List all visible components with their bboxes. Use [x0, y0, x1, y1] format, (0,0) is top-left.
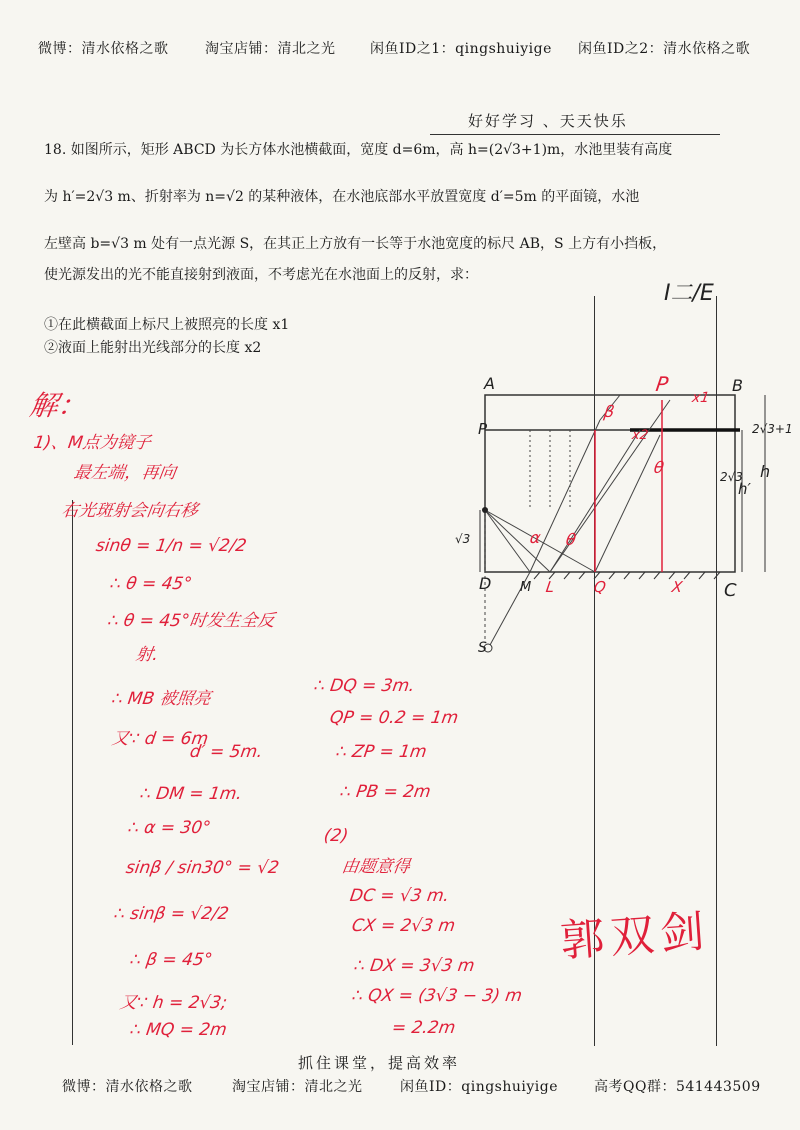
sol-left-14: ∴ sinβ = √2/2 — [112, 904, 231, 924]
sol-right-2: ∴ ZP = 1m — [334, 742, 428, 762]
sol-left-4: sinθ = 1/n = √2/2 — [94, 536, 248, 556]
sol-right-5: 由题意得 — [340, 857, 412, 877]
sol-left-12: ∴ α = 30° — [126, 818, 213, 838]
footer-slogan: 抓住课堂，提高效率 — [298, 1054, 461, 1072]
label-x1: x1 — [690, 390, 711, 406]
label-Q: Q — [592, 578, 608, 596]
footer-xianyu: 闲鱼ID：qingshuiyige — [400, 1079, 559, 1095]
sol-right-8: ∴ DX = 3√3 m — [352, 956, 476, 976]
sol-right-7: CX = 2√3 m — [350, 916, 457, 936]
label-dim-h: 2√3+1 — [752, 422, 793, 436]
sol-left-3: 右光斑射会向右移 — [60, 501, 200, 521]
label-L: L — [544, 578, 556, 596]
label-hp: h′ — [738, 480, 751, 498]
sol-right-3: ∴ PB = 2m — [338, 782, 432, 802]
sol-left-5: ∴ θ = 45° — [108, 574, 194, 594]
footer-qq: 高考QQ群：541443509 — [594, 1079, 761, 1095]
label-B: B — [732, 376, 743, 395]
problem-line-2: 为 h′=2√3 m、折射率为 n=√2 的某种液体，在水池底部水平放置宽度 d′=5m 的平面镜，水池 — [44, 189, 640, 205]
header-taobao: 淘宝店铺：清北之光 — [205, 41, 336, 57]
sol-left-7: 射. — [134, 645, 160, 665]
label-A: A — [484, 374, 495, 393]
frame-left-line — [72, 500, 73, 1045]
question-2: ②液面上能射出光线部分的长度 x2 — [44, 340, 262, 356]
label-X: X — [670, 578, 684, 596]
label-dim-hp: 2√3 — [720, 470, 743, 484]
sol-left-0: 解： — [27, 389, 89, 422]
sol-left-2: 最左端，再向 — [72, 463, 178, 483]
side-note: I二/E — [664, 281, 714, 306]
footer-taobao: 淘宝店铺：清北之光 — [232, 1079, 363, 1095]
label-theta: θ — [564, 530, 578, 549]
sol-left-17: ∴ MQ = 2m — [128, 1020, 229, 1040]
header-xianyu-1: 闲鱼ID之1：qingshuiyige — [370, 41, 552, 57]
question-1: ①在此横截面上标尺上被照亮的长度 x1 — [44, 317, 290, 333]
label-M: M — [520, 580, 532, 595]
sol-right-0: ∴ DQ = 3m. — [312, 676, 416, 696]
sol-left-13: sinβ / sin30° = √2 — [124, 858, 281, 878]
label-C: C — [724, 580, 737, 601]
label-dim-b: √3 — [455, 532, 471, 546]
sol-left-11: ∴ DM = 1m. — [138, 784, 244, 804]
sol-left-6: ∴ θ = 45°时发生全反 — [106, 611, 276, 631]
sol-left-1: 1)、M点为镜子 — [32, 433, 153, 453]
label-P-top: P — [654, 372, 670, 396]
header-weibo: 微博：清水依格之歌 — [38, 41, 169, 57]
label-S: S — [478, 640, 487, 656]
footer-weibo: 微博：清水依格之歌 — [62, 1079, 193, 1095]
sol-left-15: ∴ β = 45° — [128, 950, 214, 970]
sol-right-9: ∴ QX = (3√3 − 3) m — [350, 986, 524, 1006]
sol-right-4: (2) — [322, 826, 350, 846]
problem-line-3: 左壁高 b=√3 m 处有一点光源 S，在其正上方放有一长等于水池宽度的标尺 AB，S 上方有小挡板， — [44, 236, 667, 252]
problem-line-4: 使光源发出的光不能直接射到液面，不考虑光在水池面上的反射，求： — [44, 267, 478, 283]
header-xianyu-2: 闲鱼ID之2：清水依格之歌 — [578, 41, 751, 57]
sol-left-16: 又∵ h = 2√3; — [118, 993, 229, 1013]
motto: 好好学习 、天天快乐 — [468, 112, 628, 130]
sol-right-10: = 2.2m — [390, 1018, 457, 1038]
label-h: h — [760, 462, 771, 481]
label-beta: β — [602, 402, 616, 421]
label-theta-2: θ — [652, 458, 666, 477]
label-P-left: P — [478, 420, 488, 438]
sol-right-1: QP = 0.2 = 1m — [328, 708, 460, 728]
label-alpha: α — [528, 528, 542, 547]
sol-left-8: ∴ MB 被照亮 — [110, 689, 213, 709]
sol-right-6: DC = √3 m. — [348, 886, 451, 906]
problem-line-1: 18. 如图所示，矩形 ABCD 为长方体水池横截面，宽度 d=6m，高 h=(2√3+1)m，水池里装有高度 — [44, 142, 673, 158]
label-D: D — [479, 574, 492, 593]
teacher-signature: 郭双剑 — [558, 905, 712, 968]
label-x2: x2 — [630, 428, 650, 443]
sol-left-10: d′ = 5m. — [188, 742, 264, 762]
sol-left-9: 又∵ d = 6m — [110, 729, 210, 749]
